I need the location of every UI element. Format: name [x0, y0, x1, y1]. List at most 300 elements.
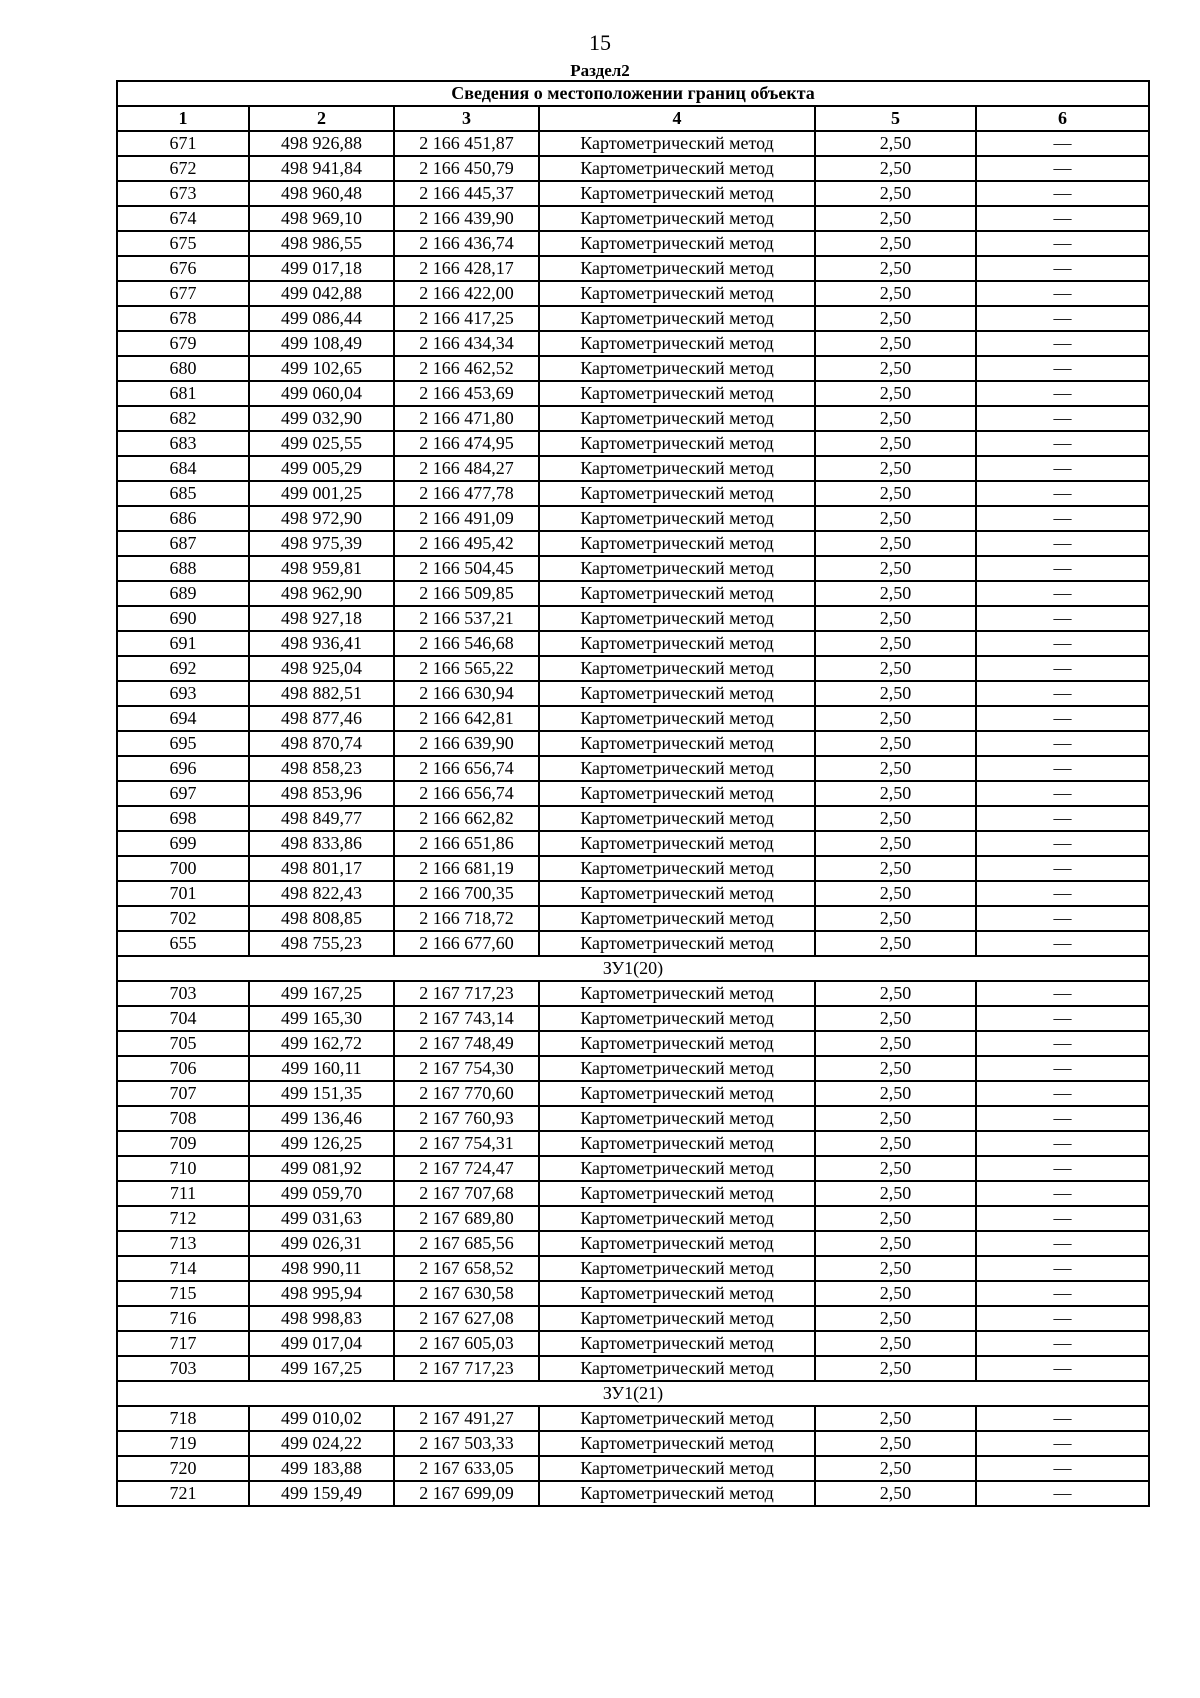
- x-coordinate-cell: 498 927,18: [249, 606, 394, 631]
- method-cell: Картометрический метод: [539, 1006, 815, 1031]
- accuracy-cell: 2,50: [815, 1431, 976, 1456]
- table-row: [117, 131, 1149, 156]
- point-number-cell: 679: [117, 331, 249, 356]
- y-coordinate-cell: 2 167 630,58: [394, 1281, 539, 1306]
- accuracy-cell: 2,50: [815, 131, 976, 156]
- description-cell: —: [976, 1481, 1149, 1506]
- description-cell: —: [976, 1181, 1149, 1206]
- method-cell: Картометрический метод: [539, 181, 815, 206]
- table-row: [117, 656, 1149, 681]
- description-cell: —: [976, 1406, 1149, 1431]
- y-coordinate-cell: 2 166 546,68: [394, 631, 539, 656]
- method-cell: Картометрический метод: [539, 281, 815, 306]
- x-coordinate-cell: 499 060,04: [249, 381, 394, 406]
- description-cell: —: [976, 256, 1149, 281]
- table-row: [117, 1056, 1149, 1081]
- point-number-cell: 692: [117, 656, 249, 681]
- method-cell: Картометрический метод: [539, 981, 815, 1006]
- method-cell: Картометрический метод: [539, 1306, 815, 1331]
- x-coordinate-cell: 499 151,35: [249, 1081, 394, 1106]
- x-coordinate-cell: 498 858,23: [249, 756, 394, 781]
- group-header-row: [117, 956, 1149, 981]
- x-coordinate-cell: 499 165,30: [249, 1006, 394, 1031]
- method-cell: Картометрический метод: [539, 631, 815, 656]
- x-coordinate-cell: 498 849,77: [249, 806, 394, 831]
- method-cell: Картометрический метод: [539, 1106, 815, 1131]
- point-number-cell: 688: [117, 556, 249, 581]
- table-row: [117, 581, 1149, 606]
- description-cell: —: [976, 1131, 1149, 1156]
- x-coordinate-cell: 498 995,94: [249, 1281, 394, 1306]
- table-row: [117, 531, 1149, 556]
- table-row: [117, 431, 1149, 456]
- table-row: [117, 1006, 1149, 1031]
- column-header: 5: [815, 106, 976, 131]
- method-cell: Картометрический метод: [539, 1131, 815, 1156]
- point-number-cell: 684: [117, 456, 249, 481]
- x-coordinate-cell: 499 160,11: [249, 1056, 394, 1081]
- table-row: [117, 1306, 1149, 1331]
- table-row: [117, 181, 1149, 206]
- group-label: ЗУ1(20): [117, 956, 1149, 981]
- accuracy-cell: 2,50: [815, 1181, 976, 1206]
- point-number-cell: 689: [117, 581, 249, 606]
- x-coordinate-cell: 499 042,88: [249, 281, 394, 306]
- description-cell: —: [976, 306, 1149, 331]
- accuracy-cell: 2,50: [815, 381, 976, 406]
- y-coordinate-cell: 2 167 658,52: [394, 1256, 539, 1281]
- method-cell: Картометрический метод: [539, 381, 815, 406]
- table-row: [117, 206, 1149, 231]
- method-cell: Картометрический метод: [539, 706, 815, 731]
- point-number-cell: 715: [117, 1281, 249, 1306]
- point-number-cell: 681: [117, 381, 249, 406]
- x-coordinate-cell: 499 031,63: [249, 1206, 394, 1231]
- y-coordinate-cell: 2 166 718,72: [394, 906, 539, 931]
- method-cell: Картометрический метод: [539, 606, 815, 631]
- method-cell: Картометрический метод: [539, 931, 815, 956]
- accuracy-cell: 2,50: [815, 431, 976, 456]
- description-cell: —: [976, 1331, 1149, 1356]
- method-cell: Картометрический метод: [539, 231, 815, 256]
- y-coordinate-cell: 2 167 689,80: [394, 1206, 539, 1231]
- x-coordinate-cell: 498 822,43: [249, 881, 394, 906]
- method-cell: Картометрический метод: [539, 1331, 815, 1356]
- table-row: [117, 831, 1149, 856]
- point-number-cell: 690: [117, 606, 249, 631]
- method-cell: Картометрический метод: [539, 1181, 815, 1206]
- column-header: 4: [539, 106, 815, 131]
- accuracy-cell: 2,50: [815, 1356, 976, 1381]
- method-cell: Картометрический метод: [539, 431, 815, 456]
- method-cell: Картометрический метод: [539, 456, 815, 481]
- accuracy-cell: 2,50: [815, 506, 976, 531]
- method-cell: Картометрический метод: [539, 206, 815, 231]
- accuracy-cell: 2,50: [815, 1056, 976, 1081]
- method-cell: Картометрический метод: [539, 256, 815, 281]
- description-cell: —: [976, 1006, 1149, 1031]
- accuracy-cell: 2,50: [815, 681, 976, 706]
- method-cell: Картометрический метод: [539, 681, 815, 706]
- x-coordinate-cell: 498 959,81: [249, 556, 394, 581]
- table-row: [117, 481, 1149, 506]
- x-coordinate-cell: 498 801,17: [249, 856, 394, 881]
- x-coordinate-cell: 499 005,29: [249, 456, 394, 481]
- y-coordinate-cell: 2 166 630,94: [394, 681, 539, 706]
- table-row: [117, 756, 1149, 781]
- column-header: 1: [117, 106, 249, 131]
- y-coordinate-cell: 2 166 639,90: [394, 731, 539, 756]
- x-coordinate-cell: 499 081,92: [249, 1156, 394, 1181]
- x-coordinate-cell: 499 167,25: [249, 1356, 394, 1381]
- table-row: [117, 931, 1149, 956]
- x-coordinate-cell: 499 102,65: [249, 356, 394, 381]
- x-coordinate-cell: 499 026,31: [249, 1231, 394, 1256]
- point-number-cell: 697: [117, 781, 249, 806]
- point-number-cell: 673: [117, 181, 249, 206]
- description-cell: —: [976, 206, 1149, 231]
- x-coordinate-cell: 499 086,44: [249, 306, 394, 331]
- y-coordinate-cell: 2 166 436,74: [394, 231, 539, 256]
- table-row: [117, 1481, 1149, 1506]
- y-coordinate-cell: 2 167 503,33: [394, 1431, 539, 1456]
- x-coordinate-cell: 499 010,02: [249, 1406, 394, 1431]
- boundary-coordinates-table: [116, 80, 1150, 1507]
- y-coordinate-cell: 2 167 633,05: [394, 1456, 539, 1481]
- description-cell: —: [976, 281, 1149, 306]
- y-coordinate-cell: 2 166 642,81: [394, 706, 539, 731]
- accuracy-cell: 2,50: [815, 306, 976, 331]
- accuracy-cell: 2,50: [815, 1231, 976, 1256]
- y-coordinate-cell: 2 167 754,31: [394, 1131, 539, 1156]
- table-row: [117, 1181, 1149, 1206]
- accuracy-cell: 2,50: [815, 206, 976, 231]
- point-number-cell: 676: [117, 256, 249, 281]
- y-coordinate-cell: 2 167 743,14: [394, 1006, 539, 1031]
- method-cell: Картометрический метод: [539, 156, 815, 181]
- description-cell: —: [976, 606, 1149, 631]
- method-cell: Картометрический метод: [539, 656, 815, 681]
- table-row: [117, 381, 1149, 406]
- table-row: [117, 806, 1149, 831]
- section-title: Раздел2: [570, 61, 630, 80]
- method-cell: Картометрический метод: [539, 1206, 815, 1231]
- method-cell: Картометрический метод: [539, 1481, 815, 1506]
- y-coordinate-cell: 2 166 651,86: [394, 831, 539, 856]
- accuracy-cell: 2,50: [815, 731, 976, 756]
- method-cell: Картометрический метод: [539, 1406, 815, 1431]
- y-coordinate-cell: 2 167 717,23: [394, 1356, 539, 1381]
- point-number-cell: 686: [117, 506, 249, 531]
- description-cell: —: [976, 806, 1149, 831]
- accuracy-cell: 2,50: [815, 931, 976, 956]
- description-cell: —: [976, 181, 1149, 206]
- point-number-cell: 685: [117, 481, 249, 506]
- accuracy-cell: 2,50: [815, 831, 976, 856]
- description-cell: —: [976, 131, 1149, 156]
- y-coordinate-cell: 2 166 681,19: [394, 856, 539, 881]
- point-number-cell: 717: [117, 1331, 249, 1356]
- accuracy-cell: 2,50: [815, 331, 976, 356]
- table-row: [117, 1456, 1149, 1481]
- point-number-cell: 713: [117, 1231, 249, 1256]
- table-row: [117, 1256, 1149, 1281]
- description-cell: —: [976, 1106, 1149, 1131]
- method-cell: Картометрический метод: [539, 1431, 815, 1456]
- x-coordinate-cell: 498 960,48: [249, 181, 394, 206]
- y-coordinate-cell: 2 167 717,23: [394, 981, 539, 1006]
- table-row: [117, 856, 1149, 881]
- method-cell: Картометрический метод: [539, 781, 815, 806]
- description-cell: —: [976, 1156, 1149, 1181]
- accuracy-cell: 2,50: [815, 406, 976, 431]
- x-coordinate-cell: 498 755,23: [249, 931, 394, 956]
- x-coordinate-cell: 498 808,85: [249, 906, 394, 931]
- description-cell: —: [976, 531, 1149, 556]
- point-number-cell: 695: [117, 731, 249, 756]
- y-coordinate-cell: 2 166 477,78: [394, 481, 539, 506]
- method-cell: Картометрический метод: [539, 506, 815, 531]
- method-cell: Картометрический метод: [539, 1081, 815, 1106]
- x-coordinate-cell: 499 059,70: [249, 1181, 394, 1206]
- column-header: 3: [394, 106, 539, 131]
- table-row: [117, 1281, 1149, 1306]
- description-cell: —: [976, 856, 1149, 881]
- point-number-cell: 703: [117, 981, 249, 1006]
- page-number: 15: [589, 30, 611, 55]
- point-number-cell: 691: [117, 631, 249, 656]
- y-coordinate-cell: 2 167 724,47: [394, 1156, 539, 1181]
- method-cell: Картометрический метод: [539, 331, 815, 356]
- accuracy-cell: 2,50: [815, 581, 976, 606]
- description-cell: —: [976, 231, 1149, 256]
- point-number-cell: 711: [117, 1181, 249, 1206]
- y-coordinate-cell: 2 166 417,25: [394, 306, 539, 331]
- y-coordinate-cell: 2 166 450,79: [394, 156, 539, 181]
- accuracy-cell: 2,50: [815, 881, 976, 906]
- table-row: [117, 306, 1149, 331]
- y-coordinate-cell: 2 167 754,30: [394, 1056, 539, 1081]
- y-coordinate-cell: 2 166 504,45: [394, 556, 539, 581]
- accuracy-cell: 2,50: [815, 1306, 976, 1331]
- y-coordinate-cell: 2 166 462,52: [394, 356, 539, 381]
- point-number-cell: 694: [117, 706, 249, 731]
- point-number-cell: 675: [117, 231, 249, 256]
- description-cell: —: [976, 656, 1149, 681]
- method-cell: Картометрический метод: [539, 531, 815, 556]
- accuracy-cell: 2,50: [815, 606, 976, 631]
- point-number-cell: 699: [117, 831, 249, 856]
- method-cell: Картометрический метод: [539, 1031, 815, 1056]
- table-row: [117, 706, 1149, 731]
- point-number-cell: 714: [117, 1256, 249, 1281]
- x-coordinate-cell: 499 025,55: [249, 431, 394, 456]
- accuracy-cell: 2,50: [815, 181, 976, 206]
- point-number-cell: 721: [117, 1481, 249, 1506]
- x-coordinate-cell: 499 017,18: [249, 256, 394, 281]
- y-coordinate-cell: 2 166 434,34: [394, 331, 539, 356]
- y-coordinate-cell: 2 166 422,00: [394, 281, 539, 306]
- group-label: ЗУ1(21): [117, 1381, 1149, 1406]
- description-cell: —: [976, 781, 1149, 806]
- method-cell: Картометрический метод: [539, 906, 815, 931]
- y-coordinate-cell: 2 166 451,87: [394, 131, 539, 156]
- description-cell: —: [976, 681, 1149, 706]
- y-coordinate-cell: 2 166 471,80: [394, 406, 539, 431]
- y-coordinate-cell: 2 166 656,74: [394, 781, 539, 806]
- x-coordinate-cell: 498 870,74: [249, 731, 394, 756]
- method-cell: Картометрический метод: [539, 1256, 815, 1281]
- accuracy-cell: 2,50: [815, 906, 976, 931]
- point-number-cell: 682: [117, 406, 249, 431]
- y-coordinate-cell: 2 167 685,56: [394, 1231, 539, 1256]
- table-row: [117, 681, 1149, 706]
- table-row: [117, 1031, 1149, 1056]
- point-number-cell: 698: [117, 806, 249, 831]
- description-cell: —: [976, 381, 1149, 406]
- y-coordinate-cell: 2 167 491,27: [394, 1406, 539, 1431]
- method-cell: Картометрический метод: [539, 731, 815, 756]
- point-number-cell: 712: [117, 1206, 249, 1231]
- accuracy-cell: 2,50: [815, 1406, 976, 1431]
- accuracy-cell: 2,50: [815, 706, 976, 731]
- accuracy-cell: 2,50: [815, 631, 976, 656]
- description-cell: —: [976, 1231, 1149, 1256]
- y-coordinate-cell: 2 166 656,74: [394, 756, 539, 781]
- description-cell: —: [976, 1031, 1149, 1056]
- description-cell: —: [976, 406, 1149, 431]
- accuracy-cell: 2,50: [815, 756, 976, 781]
- table-row: [117, 1106, 1149, 1131]
- point-number-cell: 709: [117, 1131, 249, 1156]
- point-number-cell: 716: [117, 1306, 249, 1331]
- point-number-cell: 708: [117, 1106, 249, 1131]
- x-coordinate-cell: 499 167,25: [249, 981, 394, 1006]
- accuracy-cell: 2,50: [815, 1331, 976, 1356]
- table-title: Сведения о местоположении границ объекта: [117, 81, 1149, 106]
- table-row: [117, 781, 1149, 806]
- column-header-row: [117, 106, 1149, 131]
- description-cell: —: [976, 1056, 1149, 1081]
- y-coordinate-cell: 2 166 445,37: [394, 181, 539, 206]
- y-coordinate-cell: 2 166 700,35: [394, 881, 539, 906]
- accuracy-cell: 2,50: [815, 781, 976, 806]
- point-number-cell: 710: [117, 1156, 249, 1181]
- method-cell: Картометрический метод: [539, 556, 815, 581]
- y-coordinate-cell: 2 166 537,21: [394, 606, 539, 631]
- x-coordinate-cell: 499 024,22: [249, 1431, 394, 1456]
- point-number-cell: 718: [117, 1406, 249, 1431]
- x-coordinate-cell: 498 926,88: [249, 131, 394, 156]
- point-number-cell: 655: [117, 931, 249, 956]
- y-coordinate-cell: 2 167 707,68: [394, 1181, 539, 1206]
- x-coordinate-cell: 498 975,39: [249, 531, 394, 556]
- group-header-row: [117, 1381, 1149, 1406]
- description-cell: —: [976, 431, 1149, 456]
- description-cell: —: [976, 331, 1149, 356]
- x-coordinate-cell: 499 017,04: [249, 1331, 394, 1356]
- table-row: [117, 156, 1149, 181]
- description-cell: —: [976, 1431, 1149, 1456]
- x-coordinate-cell: 499 126,25: [249, 1131, 394, 1156]
- description-cell: —: [976, 481, 1149, 506]
- table-row: [117, 881, 1149, 906]
- accuracy-cell: 2,50: [815, 456, 976, 481]
- description-cell: —: [976, 456, 1149, 481]
- y-coordinate-cell: 2 167 748,49: [394, 1031, 539, 1056]
- point-number-cell: 683: [117, 431, 249, 456]
- x-coordinate-cell: 498 998,83: [249, 1306, 394, 1331]
- x-coordinate-cell: 498 853,96: [249, 781, 394, 806]
- x-coordinate-cell: 498 882,51: [249, 681, 394, 706]
- x-coordinate-cell: 499 032,90: [249, 406, 394, 431]
- y-coordinate-cell: 2 167 605,03: [394, 1331, 539, 1356]
- x-coordinate-cell: 498 877,46: [249, 706, 394, 731]
- x-coordinate-cell: 499 159,49: [249, 1481, 394, 1506]
- y-coordinate-cell: 2 166 509,85: [394, 581, 539, 606]
- point-number-cell: 693: [117, 681, 249, 706]
- method-cell: Картометрический метод: [539, 881, 815, 906]
- table-row: [117, 981, 1149, 1006]
- description-cell: —: [976, 556, 1149, 581]
- accuracy-cell: 2,50: [815, 256, 976, 281]
- accuracy-cell: 2,50: [815, 1456, 976, 1481]
- column-header: 6: [976, 106, 1149, 131]
- accuracy-cell: 2,50: [815, 281, 976, 306]
- accuracy-cell: 2,50: [815, 1081, 976, 1106]
- description-cell: —: [976, 1306, 1149, 1331]
- table-row: [117, 1406, 1149, 1431]
- point-number-cell: 702: [117, 906, 249, 931]
- point-number-cell: 703: [117, 1356, 249, 1381]
- x-coordinate-cell: 498 972,90: [249, 506, 394, 531]
- accuracy-cell: 2,50: [815, 1106, 976, 1131]
- y-coordinate-cell: 2 166 565,22: [394, 656, 539, 681]
- y-coordinate-cell: 2 167 770,60: [394, 1081, 539, 1106]
- table-row: [117, 356, 1149, 381]
- x-coordinate-cell: 499 136,46: [249, 1106, 394, 1131]
- accuracy-cell: 2,50: [815, 156, 976, 181]
- x-coordinate-cell: 498 833,86: [249, 831, 394, 856]
- y-coordinate-cell: 2 167 627,08: [394, 1306, 539, 1331]
- accuracy-cell: 2,50: [815, 1156, 976, 1181]
- accuracy-cell: 2,50: [815, 1481, 976, 1506]
- table-row: [117, 1331, 1149, 1356]
- table-row: [117, 606, 1149, 631]
- point-number-cell: 687: [117, 531, 249, 556]
- table-row: [117, 281, 1149, 306]
- x-coordinate-cell: 498 990,11: [249, 1256, 394, 1281]
- accuracy-cell: 2,50: [815, 531, 976, 556]
- description-cell: —: [976, 731, 1149, 756]
- accuracy-cell: 2,50: [815, 1031, 976, 1056]
- y-coordinate-cell: 2 166 677,60: [394, 931, 539, 956]
- description-cell: —: [976, 631, 1149, 656]
- accuracy-cell: 2,50: [815, 856, 976, 881]
- y-coordinate-cell: 2 166 428,17: [394, 256, 539, 281]
- description-cell: —: [976, 1281, 1149, 1306]
- point-number-cell: 707: [117, 1081, 249, 1106]
- description-cell: —: [976, 1206, 1149, 1231]
- point-number-cell: 706: [117, 1056, 249, 1081]
- description-cell: —: [976, 581, 1149, 606]
- method-cell: Картометрический метод: [539, 1056, 815, 1081]
- point-number-cell: 705: [117, 1031, 249, 1056]
- table-body: [117, 131, 1149, 1506]
- accuracy-cell: 2,50: [815, 481, 976, 506]
- table-row: [117, 731, 1149, 756]
- x-coordinate-cell: 499 001,25: [249, 481, 394, 506]
